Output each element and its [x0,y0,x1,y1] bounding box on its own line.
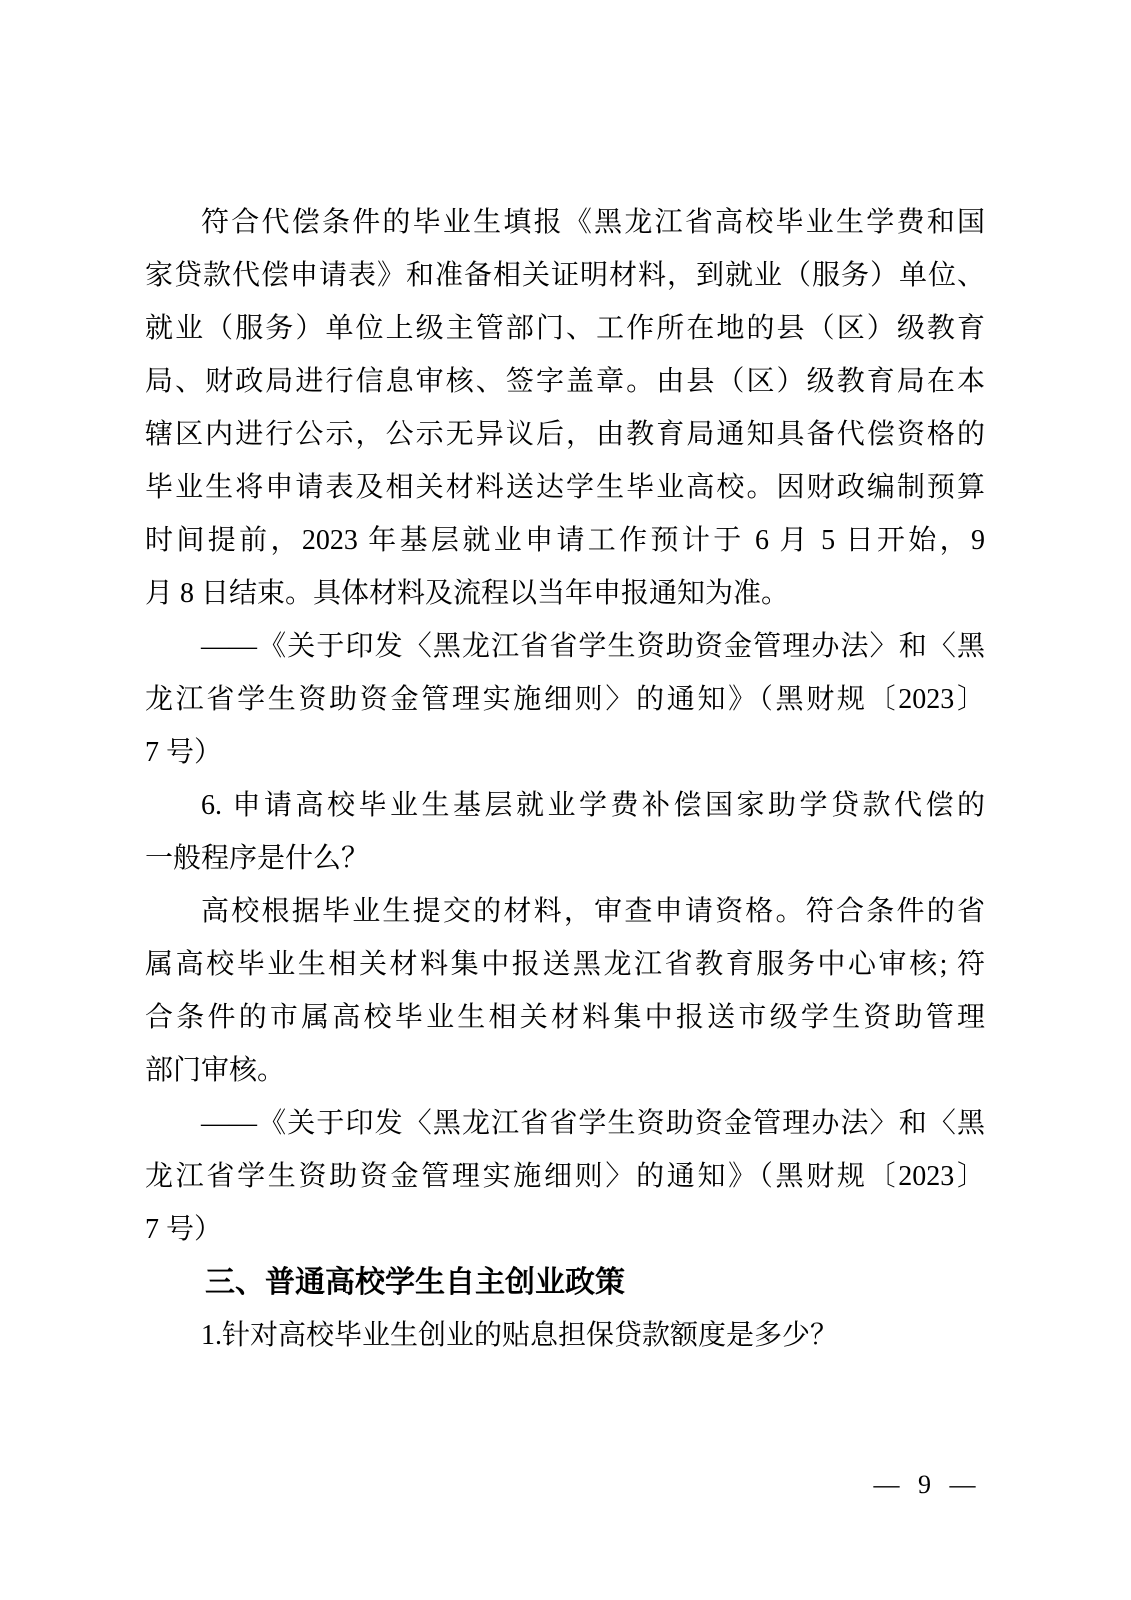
paragraph-line: 家贷款代偿申请表》和准备相关证明材料，到就业（服务）单位、 [145,260,985,291]
paragraph-line: 局、财政局进行信息审核、签字盖章。由县（区）级教育局在本 [145,366,985,397]
paragraph-line: 就业（服务）单位上级主管部门、工作所在地的县（区）级教育 [145,313,985,344]
paragraph-line: 辖区内进行公示，公示无异议后，由教育局通知具备代偿资格的 [145,419,985,450]
section-heading: 三、普通高校学生自主创业政策 [205,1266,625,1299]
citation-line: 7 号） [145,737,223,768]
paragraph-line: 毕业生将申请表及相关材料送达学生毕业高校。因财政编制预算 [145,472,985,503]
citation-line: 7 号） [145,1214,223,1245]
question-line: 6. 申请高校毕业生基层就业学费补偿国家助学贷款代偿的 [201,790,985,821]
page-number: — 9 — [873,1470,977,1499]
paragraph-line: 属高校毕业生相关材料集中报送黑龙江省教育服务中心审核; 符 [145,949,985,980]
citation-line: ——《关于印发〈黑龙江省省学生资助资金管理办法〉和〈黑 [201,631,985,662]
paragraph-line: 符合代偿条件的毕业生填报《黑龙江省高校毕业生学费和国 [201,207,985,238]
paragraph-line: 合条件的市属高校毕业生相关材料集中报送市级学生资助管理 [145,1002,985,1033]
citation-line: ——《关于印发〈黑龙江省省学生资助资金管理办法〉和〈黑 [201,1108,985,1139]
document-body [145,196,985,1362]
citation-line: 龙江省学生资助资金管理实施细则〉的通知》（黑财规〔2023〕 [145,1161,985,1192]
citation-line: 龙江省学生资助资金管理实施细则〉的通知》（黑财规〔2023〕 [145,684,985,715]
paragraph-line: 高校根据毕业生提交的材料，审查申请资格。符合条件的省 [201,896,985,927]
paragraph-line: 时间提前，2023 年基层就业申请工作预计于 6 月 5 日开始，9 [145,525,985,556]
question-line: 1.针对高校毕业生创业的贴息担保贷款额度是多少？ [201,1320,839,1351]
paragraph-line: 月 8 日结束。具体材料及流程以当年申报通知为准。 [145,578,790,609]
question-line: 一般程序是什么？ [145,843,370,874]
paragraph-line: 部门审核。 [145,1055,286,1086]
